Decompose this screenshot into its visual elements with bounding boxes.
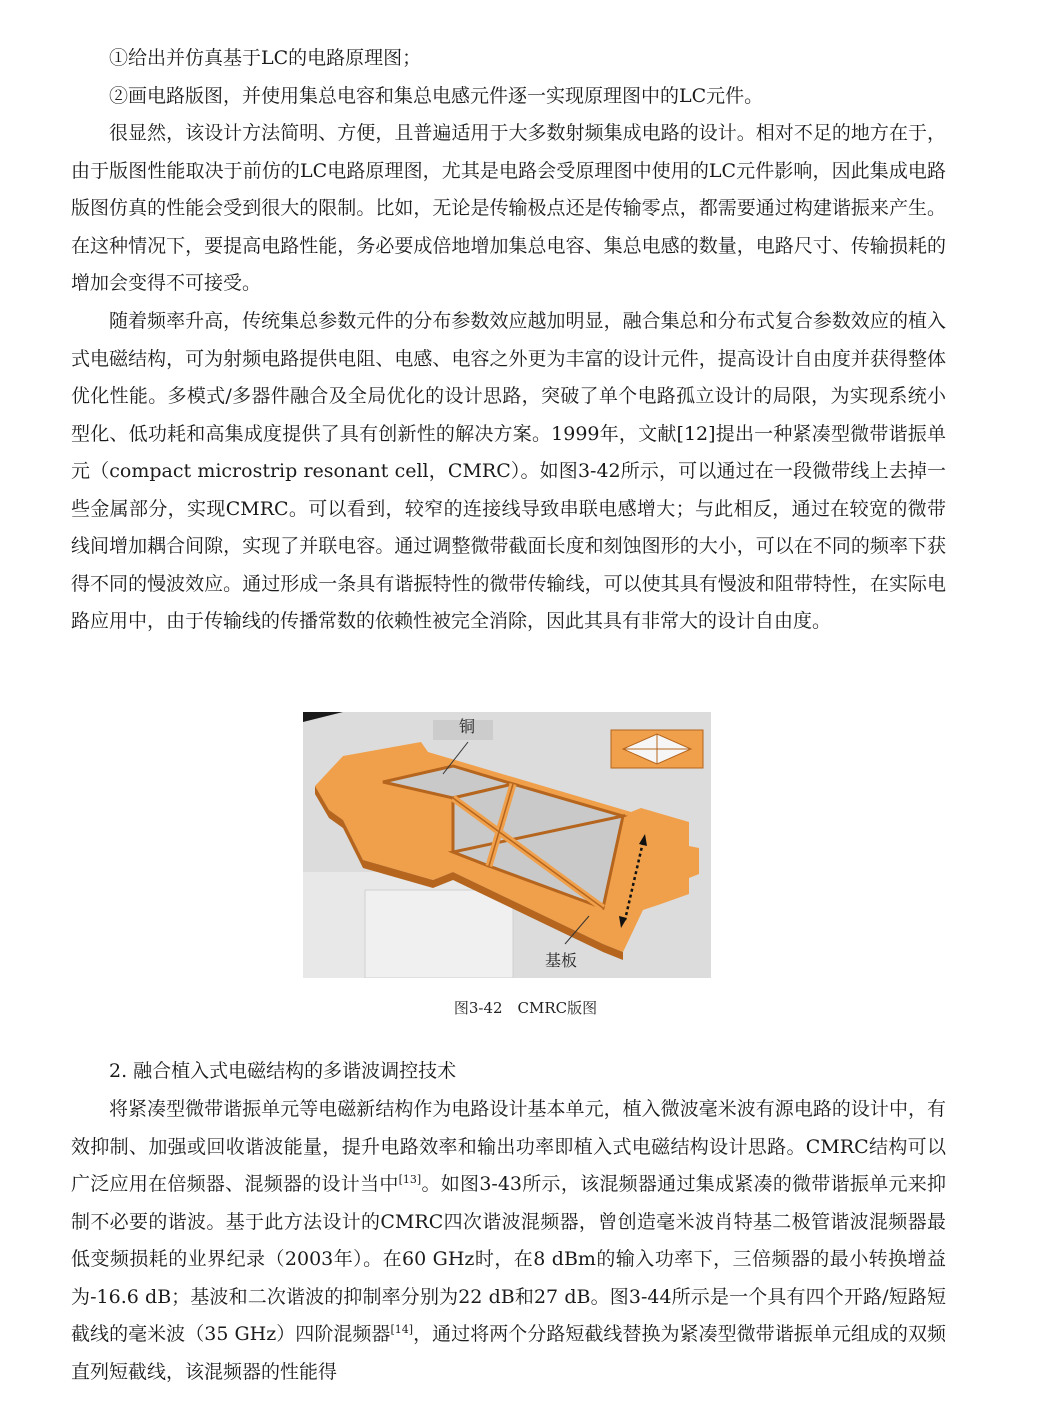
reference-14: [14] — [390, 1323, 414, 1336]
substrate-label: 基板 — [545, 951, 578, 970]
lower-left-inset — [365, 890, 513, 978]
list-item-2: ②画电路版图，并使用集总电容和集总电感元件逐一实现原理图中的LC元件。 — [109, 85, 764, 107]
reference-13: [13] — [398, 1173, 422, 1186]
paragraph-text-a: 将紧凑型微带谐振单元等电磁新结构作为电路设计基本单元，植入微波毫米波有源电路的设计中，有效抑制、加强或回收谐波能量，提升电路效率和输出功率即植入式电磁结构设计思路。CMRC结构可以广泛应用在倍频器、混频器的设计当中 — [71, 1098, 946, 1195]
figure-caption: 图3-42 CMRC版图 — [453, 999, 598, 1017]
cmrc-layout-drawing — [303, 712, 711, 978]
paragraph-lc-design: 很显然，该设计方法简明、方便，且普遍适用于大多数射频集成电路的设计。相对不足的地方在于，由于版图性能取决于前仿的LC电路原理图，尤其是电路会受原理图中使用的LC元件影响，因此集成电路版图仿真的性能会受到很大的限制。比如，无论是传输极点还是传输零点，都需要通过构建谐振来产生。在这种情况下，要提高电路性能，务必要成倍地增加集总电容、集总电感的数量，电路尺寸、传输损耗的增加会变得不可接受。 — [71, 122, 946, 294]
paragraph-cmrc-intro: 随着频率升高，传统集总参数元件的分布参数效应越加明显，融合集总和分布式复合参数效应的植入式电磁结构，可为射频电路提供电阻、电感、电容之外更为丰富的设计元件，提高设计自由度并获得整体优化性能。多模式/多器件融合及全局优化的设计思路，突破了单个电路孤立设计的局限，为实现系统小型化、低功耗和高集成度提供了具有创新性的解决方案。1999年，文献[12]提出一种紧凑型微带谐振单元（compact microstrip resonant cell，CMRC）。如图3-42所示，可以通过在一段微带线上去掉一些金属部分，实现CMRC。可以看到，较窄的连接线导致串联电感增大；与此相反，通过在较宽的微带线间增加耦合间隙，实现了并联电容。通过调整微带截面长度和刻蚀图形的大小，可以在不同的频率下获得不同的慢波效应。通过形成一条具有谐振特性的微带传输线，可以使其具有慢波和阻带特性，在实际电路应用中，由于传输线的传播常数的依赖性被完全消除，因此其具有非常大的设计自由度。 — [71, 310, 946, 632]
section-heading: 2. 融合植入式电磁结构的多谐波调控技术 — [109, 1060, 457, 1082]
list-item-1: ①给出并仿真基于LC的电路原理图； — [109, 47, 422, 69]
inset-thumbnail — [611, 730, 703, 768]
paragraph-harmonic-control — [71, 1091, 946, 1391]
paragraph-text-c: ，通过将两个分路短截线替换为紧凑型微带谐振单元组成的双频直列短截线，该混频器的性能得 — [71, 1323, 946, 1383]
paragraph-text-b: 。如图3-43所示，该混频器通过集成紧凑的微带谐振单元来抑制不必要的谐波。基于此方法设计的CMRC四次谐波混频器，曾创造毫米波肖特基二极管谐波混频器最低变频损耗的业界纪录（2003年）。在60 GHz时，在8 dBm的输入功率下，三倍频器的最小转换增益为-16.6 dB；基波和二次谐波的抑制率分别为22 dB和27 dB。图3-44所示是一个具有四个开路/短路短截线的毫米波（35 GHz）四阶混频器 — [71, 1173, 946, 1345]
cmrc-layout-figure — [303, 712, 711, 978]
copper-label: 铜 — [459, 717, 476, 736]
